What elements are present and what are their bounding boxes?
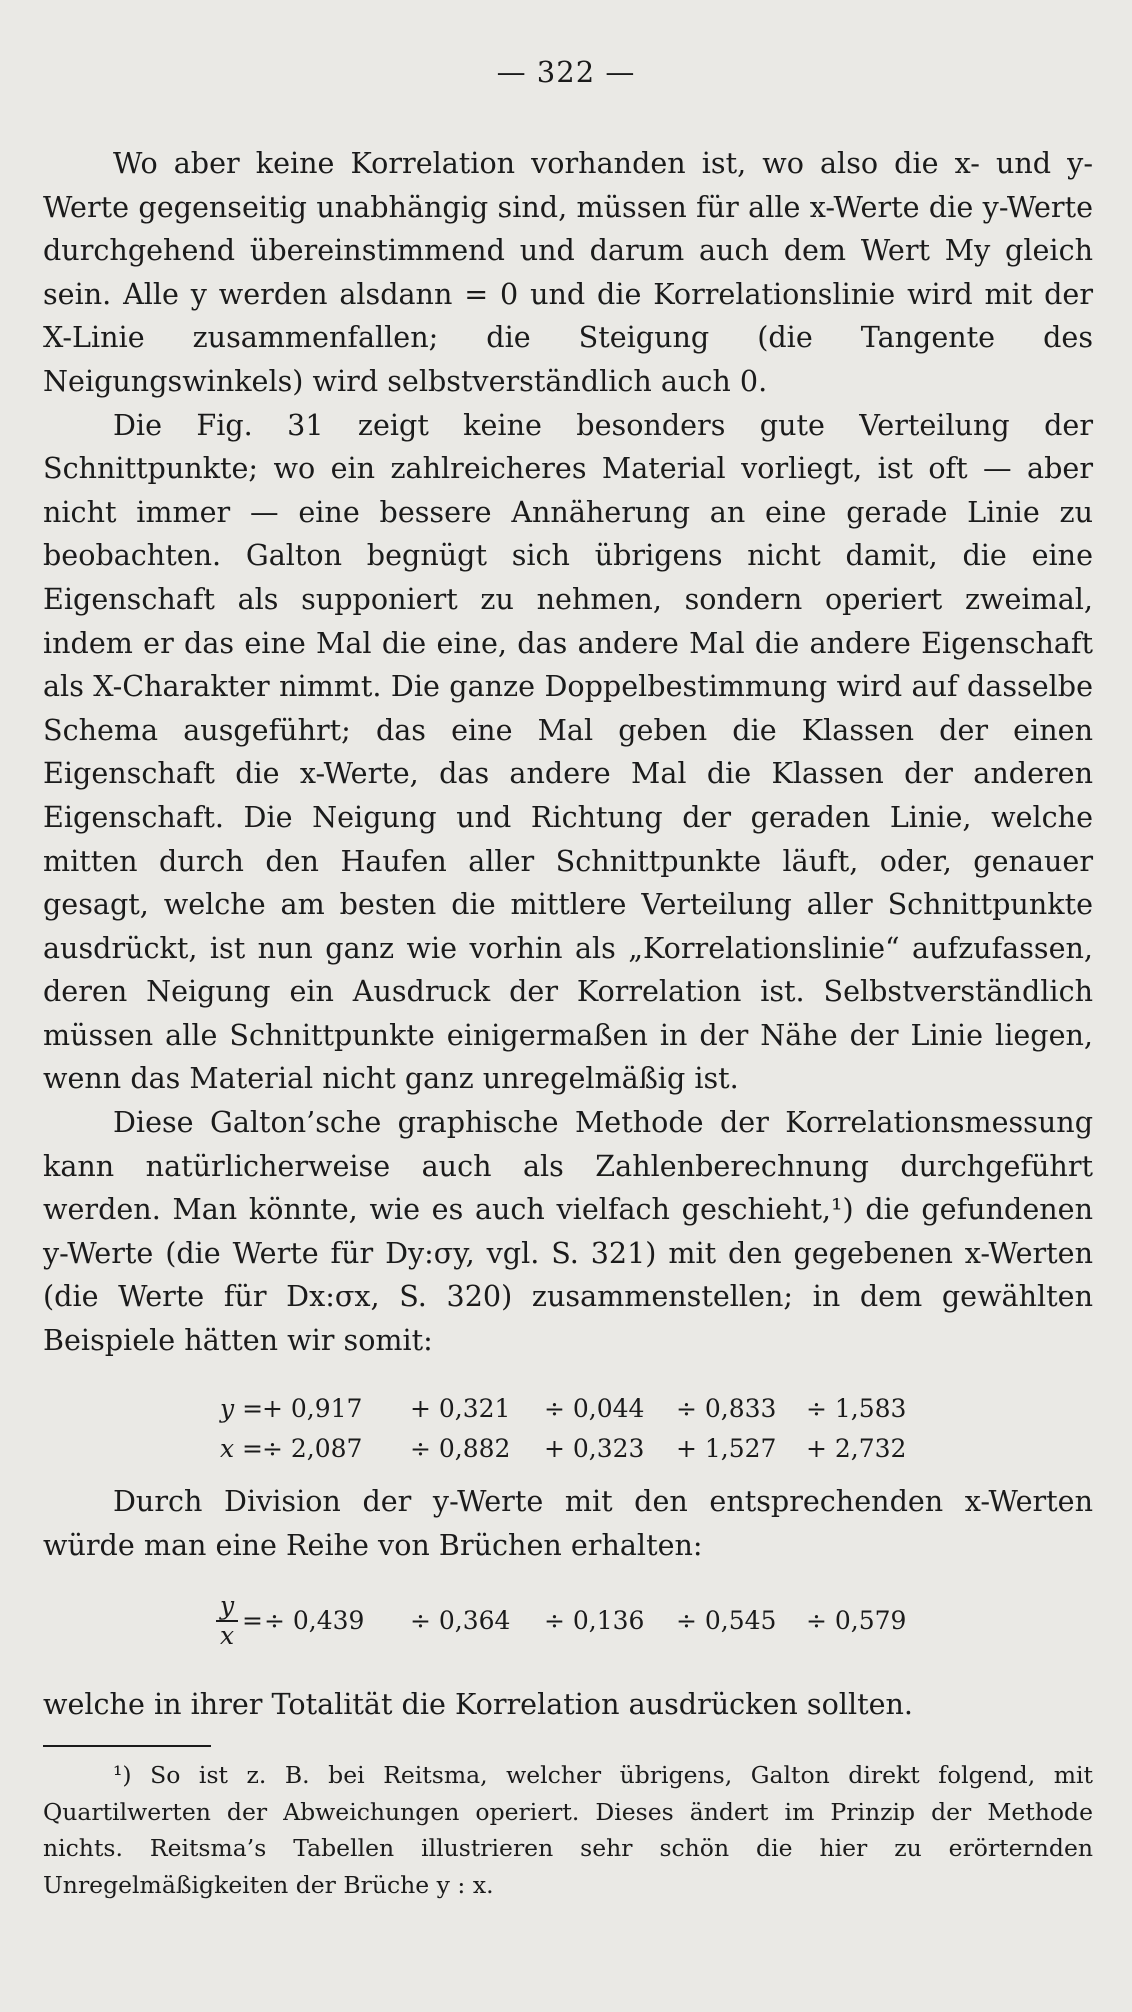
x-value: + 2,732 (806, 1434, 907, 1463)
x-value: ÷ 2,087 (262, 1434, 363, 1463)
paragraph-4: Durch Division der y-Werte mit den entsprechenden x-Werten würde man eine Reihe von Brüchen erhalten: (43, 1484, 1093, 1562)
page-number: — 322 — (496, 55, 636, 89)
paragraph-1: Wo aber keine Korrelation vorhanden ist, wo also die x- und y-Werte gegenseitig unabhängig sind, müssen für alle x-Werte die y-Werte durchgehend übereinstimmend und darum auch dem Wert My gleich sein. Alle y werden alsdann = 0 und die Korrelationslinie wird mit der X-Linie zusammenfallen; die Steigung (die Tangente des Neigungswinkels) wird selbstverständlich auch 0. (43, 146, 1093, 398)
x-row-label: x = (220, 1434, 263, 1463)
xy-value-table (0, 1389, 1132, 1469)
ratio-equals: = (242, 1606, 263, 1635)
x-value: + 1,527 (676, 1434, 777, 1463)
body-text-lower (43, 1683, 1093, 1727)
footnote-text: ¹) So ist z. B. bei Reitsma, welcher übrigens, Galton direkt folgend, mit Quartilwerten der Abweichungen operiert. Dieses ändert im Prinzip der Methode nichts. Reitsma’s Tabellen illustrieren sehr schön die hier zu erörternden Unregelmäßigkeiten der Brüche y : x. (43, 1761, 1093, 1899)
y-value: ÷ 0,833 (676, 1394, 777, 1423)
body-text-middle (43, 1480, 1093, 1567)
fraction-numerator: y (219, 1591, 235, 1620)
fraction-denominator: x (219, 1621, 235, 1650)
x-row (0, 1429, 1132, 1469)
y-value: ÷ 1,583 (806, 1394, 907, 1423)
ratio-fraction (214, 1592, 240, 1650)
y-row-label: y = (220, 1394, 264, 1423)
paragraph-5: welche in ihrer Totalität die Korrelation ausdrücken sollten. (43, 1687, 914, 1721)
ratio-table (0, 1588, 1132, 1658)
ratio-value: ÷ 0,545 (676, 1606, 777, 1635)
body-text-upper (43, 142, 1093, 1363)
ratio-value: ÷ 0,579 (806, 1606, 907, 1635)
paragraph-2: Die Fig. 31 zeigt keine besonders gute Verteilung der Schnittpunkte; wo ein zahlreicheres Material vorliegt, ist oft — aber nicht immer — eine bessere Annäherung an eine gerade Linie zu beobachten. Galton begnügt sich übrigens nicht damit, die eine Eigenschaft als supponiert zu nehmen, sondern operiert zweimal, indem er das eine Mal die eine, das andere Mal die andere Eigenschaft als X-Charakter nimmt. Die ganze Doppelbestimmung wird auf dasselbe Schema ausgeführt; das eine Mal geben die Klassen der einen Eigenschaft die x-Werte, das andere Mal die Klassen der anderen Eigenschaft. Die Neigung und Richtung der geraden Linie, welche mitten durch den Haufen aller Schnittpunkte läuft, oder, genauer gesagt, welche am besten die mittlere Verteilung aller Schnittpunkte ausdrückt, ist nun ganz wie vorhin als „Korrelationslinie“ aufzufassen, deren Neigung ein Ausdruck der Korrelation ist. Selbstverständlich müssen alle Schnittpunkte einigermaßen in der Nähe der Linie liegen, wenn das Material nicht ganz unregelmäßig ist. (43, 407, 1093, 1096)
y-value: + 0,917 (262, 1394, 363, 1423)
paragraph-3: Diese Galton’sche graphische Methode der Korrelationsmessung kann natürlicherweise auch als Zahlenberechnung durchgeführt werden. Man könnte, wie es auch vielfach geschieht,¹) die gefundenen y-Werte (die Werte für Dy:σy, vgl. S. 321) mit den gegebenen x-Werten (die Werte für Dx:σx, S. 320) zusammenstellen; in dem gewählten Beispiele hätten wir somit: (43, 1105, 1093, 1358)
y-value: + 0,321 (410, 1394, 511, 1423)
ratio-value: ÷ 0,364 (410, 1606, 511, 1635)
ratio-value: ÷ 0,439 (264, 1606, 365, 1635)
ratio-value: ÷ 0,136 (544, 1606, 645, 1635)
footnote-separator (43, 1745, 211, 1747)
x-value: + 0,323 (544, 1434, 645, 1463)
footnote (43, 1757, 1093, 1903)
x-value: ÷ 0,882 (410, 1434, 511, 1463)
y-row (0, 1389, 1132, 1429)
y-value: ÷ 0,044 (544, 1394, 645, 1423)
